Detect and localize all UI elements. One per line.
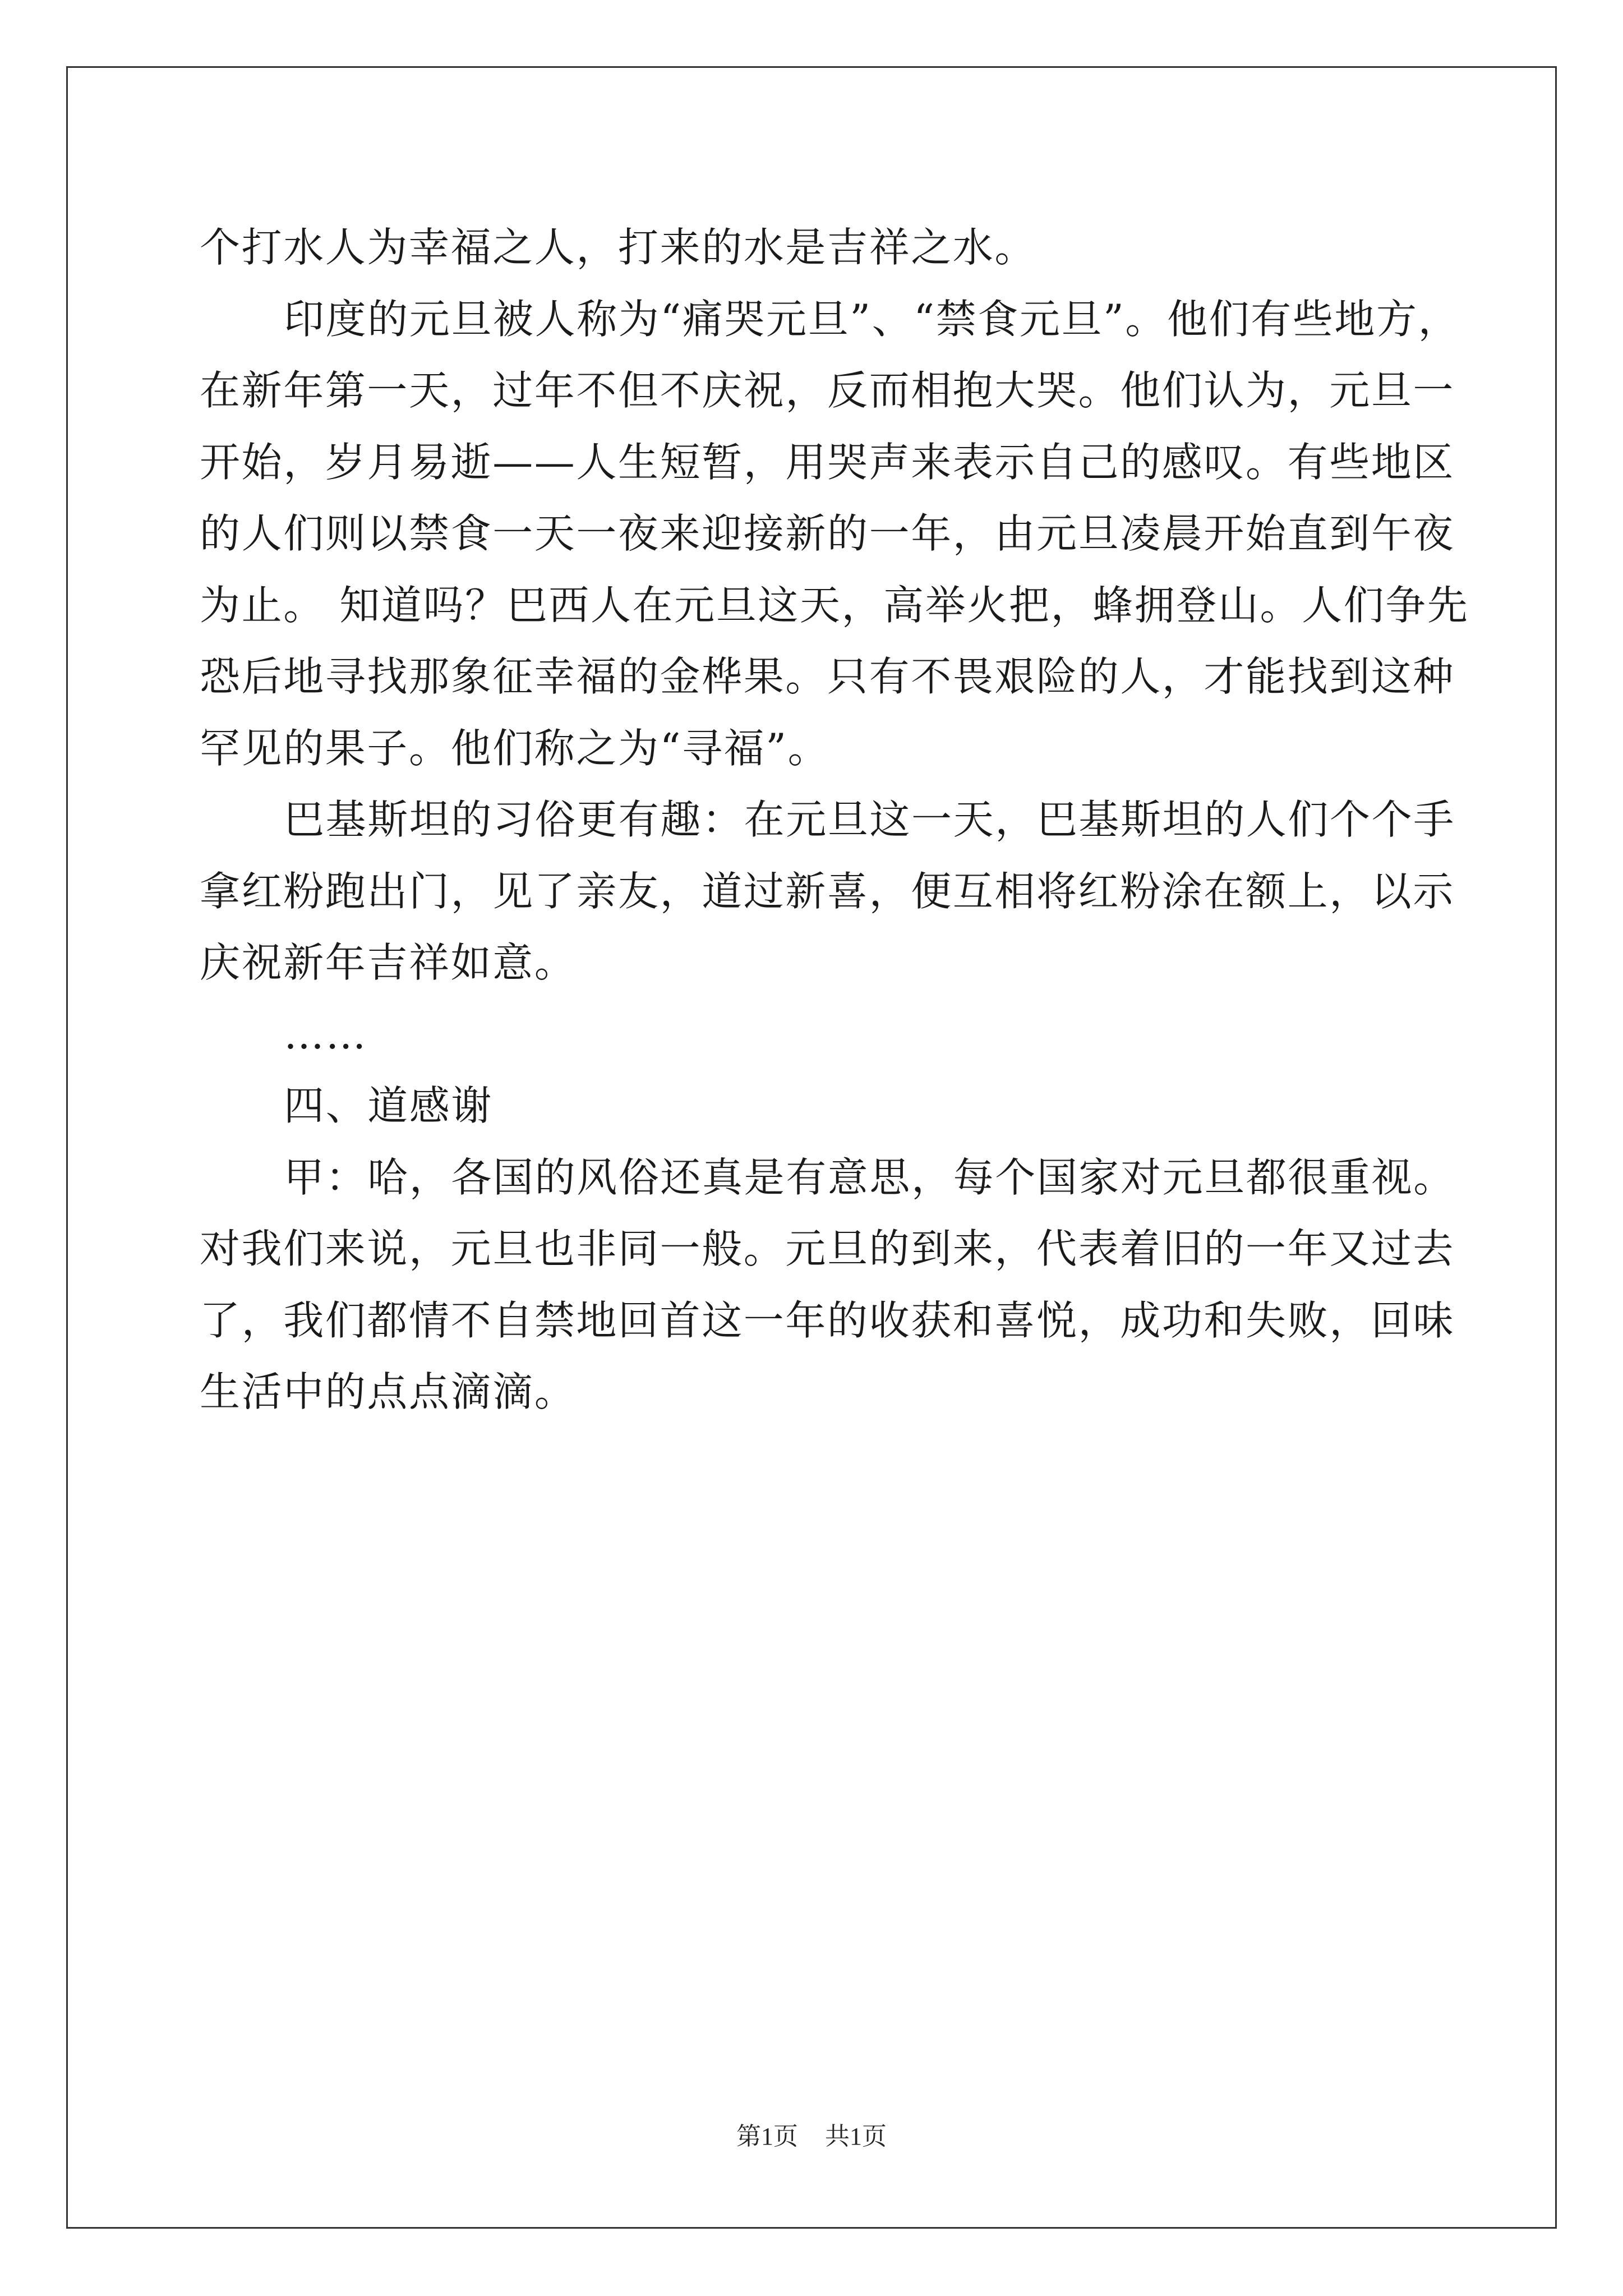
page-total: 共1页: [825, 2123, 887, 2150]
text-line: 庆祝新年吉祥如意。: [200, 939, 577, 986]
text-line: 对我们来说，元旦也非同一般。元旦的到来，代表着旧的一年又过去: [200, 1225, 1455, 1272]
page-number: 第1页: [736, 2123, 798, 2150]
text-line: 了，我们都情不自禁地回首这一年的收获和喜悦，成功和失败，回味: [200, 1296, 1455, 1344]
page-footer: [0, 2116, 1623, 2152]
text-line: 在新年第一天，过年不但不庆祝，反而相抱大哭。他们认为，元旦一: [200, 367, 1455, 414]
text-line: 为止。 知道吗？巴西人在元旦这天，高举火把，蜂拥登山。人们争先: [200, 581, 1469, 629]
text-line: 开始，岁月易逝——人生短暂，用哭声来表示自己的感叹。有些地区: [200, 438, 1455, 486]
section-heading: 四、道感谢: [284, 1082, 494, 1129]
ellipsis-line: ……: [284, 1010, 368, 1058]
text-line: 巴基斯坦的习俗更有趣：在元旦这一天，巴基斯坦的人们个个手: [284, 796, 1455, 843]
text-line: 甲：哈，各国的风俗还真是有意思，每个国家对元旦都很重视。: [284, 1153, 1455, 1201]
text-line: 的人们则以禁食一天一夜来迎接新的一年，由元旦凌晨开始直到午夜: [200, 510, 1455, 557]
text-line: 拿红粉跑出门，见了亲友，道过新喜，便互相将红粉涂在额上，以示: [200, 867, 1455, 915]
text-line: 恐后地寻找那象征幸福的金桦果。只有不畏艰险的人，才能找到这种: [200, 653, 1455, 700]
text-line: 罕见的果子。他们称之为“寻福”。: [200, 724, 830, 772]
document-body: [200, 212, 1469, 1428]
text-line: 个打水人为幸福之人，打来的水是吉祥之水。: [200, 224, 1037, 271]
text-line: 印度的元旦被人称为“痛哭元旦”、“禁食元旦”。他们有些地方，: [284, 295, 1460, 343]
text-line: 生活中的点点滴滴。: [200, 1368, 577, 1415]
